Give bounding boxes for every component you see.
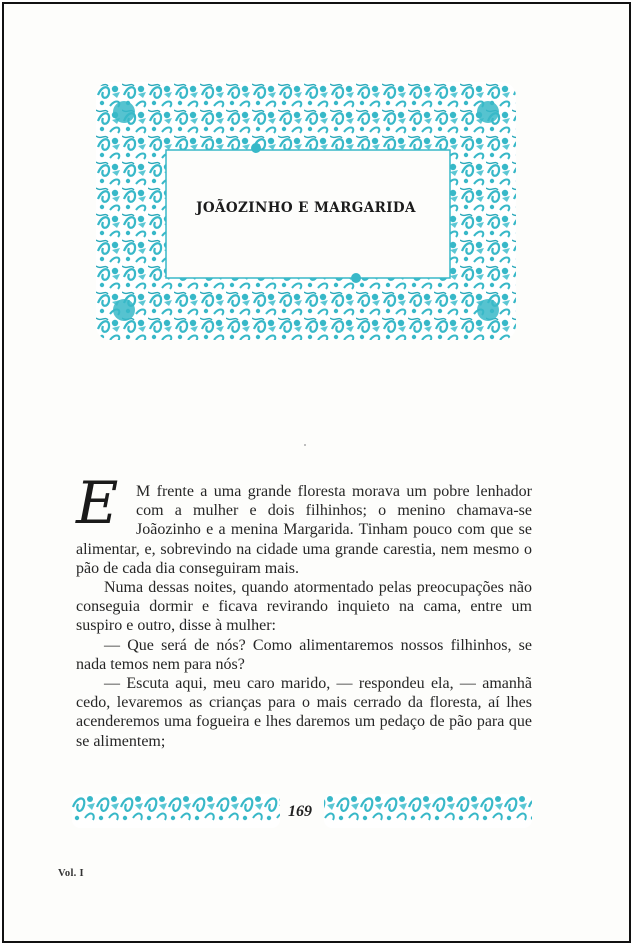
paragraph: — Que será de nós? Como alimentaremos nossos filhinhos, se nada temos nem para nós? — [76, 636, 532, 673]
page-number: 169 — [288, 803, 312, 820]
first-paragraph — [76, 469, 532, 578]
paragraph: — Escuta aqui, meu caro marido, — respondeu ela, — amanhã cedo, levaremos as crianças para o mais cerrado da floresta, aí lhes acenderemos uma fogueira e lhes daremos um pedaço de pão para que se alimentem; — [76, 675, 532, 750]
book-page — [2, 2, 631, 943]
page-title: JOÃOZINHO E MARGARIDA — [196, 200, 416, 216]
drop-cap: E — [76, 469, 119, 537]
paragraph-text: M frente a uma grande floresta morava um pobre lenhador com a mulher e dois filhinhos; o menino chamava-se Joãozinho e a menina Margarida. Tinham pouco com que se alimentar, e, sobrevindo na cidade uma grande carestia, nem mesmo o pão de cada dia conseguiram mais. — [76, 483, 532, 577]
paper-speck — [304, 444, 306, 446]
paragraph: Numa dessas noites, quando atormentado pelas preocupações não conseguia dormir e ficava revirando inquieto na cama, entre um suspiro e outro, disse à mulher: — [76, 579, 532, 635]
volume-label: Vol. I — [58, 868, 84, 879]
story-text — [76, 469, 532, 751]
